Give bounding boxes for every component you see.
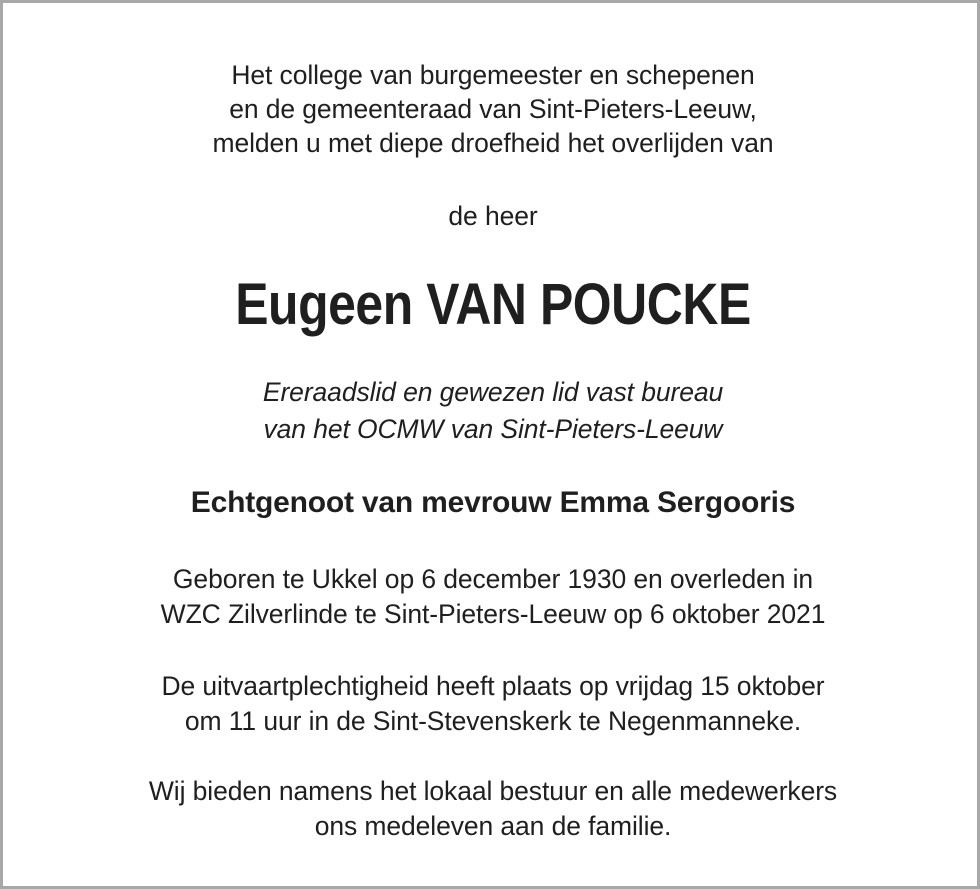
intro-line-2: en de gemeenteraad van Sint-Pieters-Leeuw, — [229, 94, 757, 124]
role-line-2: van het OCMW van Sint-Pieters-Leeuw — [263, 414, 723, 444]
birth-death-line-1: Geboren te Ukkel op 6 december 1930 en overleden in — [172, 564, 814, 594]
deceased-name: Eugeen VAN POUCKE — [235, 272, 751, 337]
role-line-1: Ereraadslid en gewezen lid vast bureau — [262, 377, 724, 407]
funeral-line-1: De uitvaartplechtigheid heeft plaats op vrijdag 15 oktober — [161, 671, 825, 701]
salutation: de heer — [448, 201, 538, 231]
birth-death-line-2: WZC Zilverlinde te Sint-Pieters-Leeuw op 6 oktober 2021 — [160, 599, 826, 629]
intro-line-3: melden u met diepe droefheid het overlijden van — [212, 128, 774, 158]
condolences-line-1: Wij bieden namens het lokaal bestuur en alle medewerkers — [148, 776, 838, 806]
spouse-line: Echtgenoot van mevrouw Emma Sergooris — [190, 486, 796, 519]
intro-line-1: Het college van burgemeester en schepenen — [231, 60, 755, 90]
funeral-line-2: om 11 uur in de Sint-Stevenskerk te Negenmanneke. — [184, 706, 802, 736]
condolences-line-2: ons medeleven aan de familie. — [314, 811, 672, 841]
